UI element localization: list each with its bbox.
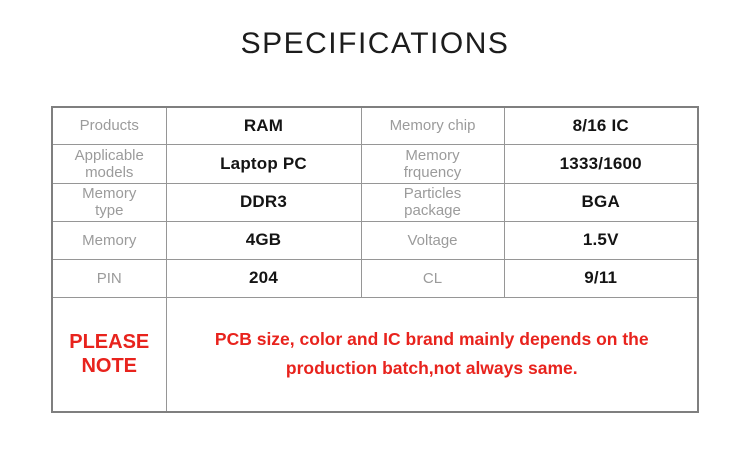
spec-value-voltage: 1.5V [504, 221, 698, 259]
spec-value-cl: 9/11 [504, 259, 698, 297]
spec-value-memory-type: DDR3 [166, 183, 361, 221]
spec-value-memory: 4GB [166, 221, 361, 259]
spec-label-memory-frequency: Memory frquency [361, 144, 504, 183]
table-row [52, 183, 698, 221]
spec-label-pin: PIN [52, 259, 166, 297]
table-row [52, 221, 698, 259]
spec-value-memory-frequency: 1333/1600 [504, 144, 698, 183]
spec-value-applicable-models: Laptop PC [166, 144, 361, 183]
spec-label-particles-package: Particles package [361, 183, 504, 221]
table-row [52, 259, 698, 297]
spec-label-memory-type: Memory type [52, 183, 166, 221]
spec-label-products: Products [52, 107, 166, 144]
page-title: SPECIFICATIONS [240, 27, 510, 60]
note-label-cell: PLEASE NOTE [52, 297, 166, 412]
spec-label-cl: CL [361, 259, 504, 297]
table-row [52, 107, 698, 144]
spec-label-memory-chip: Memory chip [361, 107, 504, 144]
table-row-note [52, 297, 698, 412]
table-row [52, 144, 698, 183]
spec-value-particles-package: BGA [504, 183, 698, 221]
spec-value-pin: 204 [166, 259, 361, 297]
spec-label-applicable-models: Applicable models [52, 144, 166, 183]
spec-value-memory-chip: 8/16 IC [504, 107, 698, 144]
note-text-cell: PCB size, color and IC brand mainly depends on the production batch,not always same. [166, 297, 698, 412]
spec-label-voltage: Voltage [361, 221, 504, 259]
spec-value-products: RAM [166, 107, 361, 144]
spec-label-memory: Memory [52, 221, 166, 259]
specifications-table [51, 106, 699, 413]
